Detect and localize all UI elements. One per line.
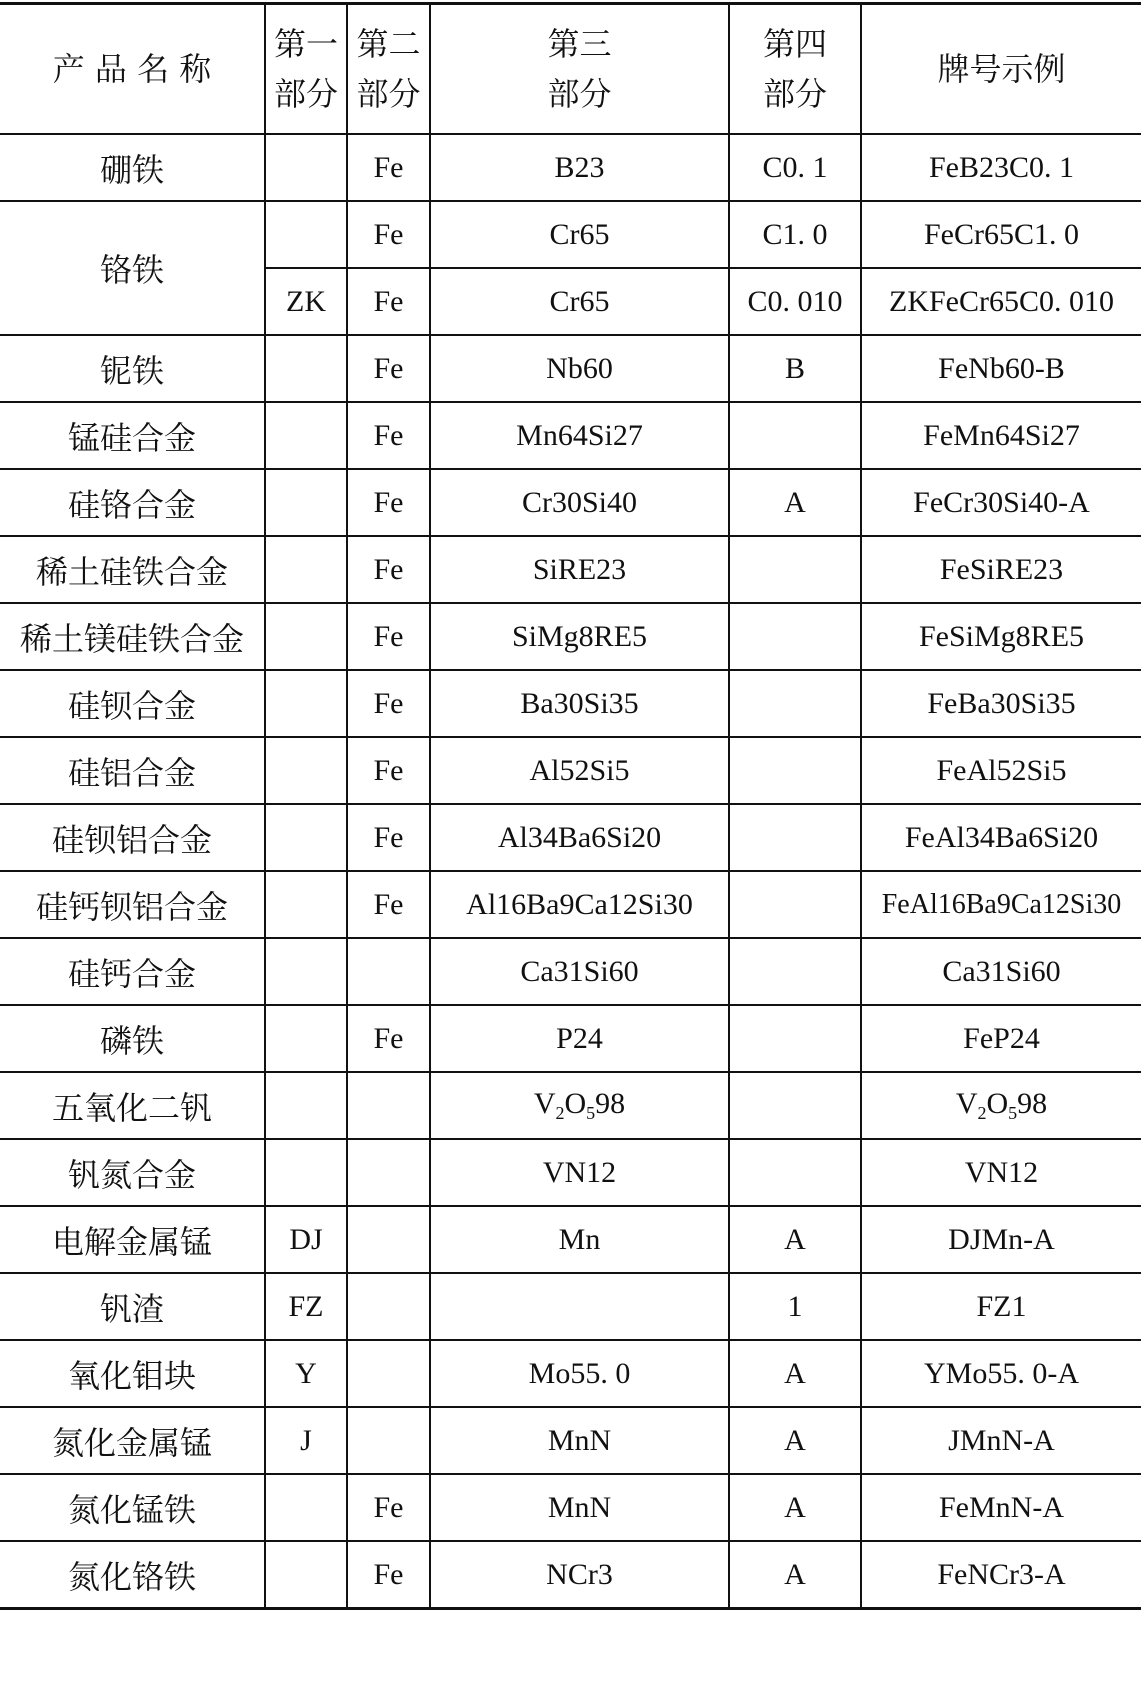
part-2: Fe xyxy=(347,1541,430,1609)
part-4: C1. 0 xyxy=(729,201,861,268)
grade-example: YMo55. 0-A xyxy=(861,1340,1141,1407)
grade-example: FeP24 xyxy=(861,1005,1141,1072)
part-2: Fe xyxy=(347,268,430,335)
part-1: ZK xyxy=(265,268,347,335)
part-3: B23 xyxy=(430,134,729,201)
product-name: 锰硅合金 xyxy=(0,402,265,469)
product-name: 磷铁 xyxy=(0,1005,265,1072)
part-4: 1 xyxy=(729,1273,861,1340)
part-1 xyxy=(265,469,347,536)
part-4: A xyxy=(729,1206,861,1273)
table-row xyxy=(0,1474,1141,1541)
grade-example: FeAl52Si5 xyxy=(861,737,1141,804)
part-3: SiMg8RE5 xyxy=(430,603,729,670)
product-name: 硅钙合金 xyxy=(0,938,265,1005)
product-name: 硅铬合金 xyxy=(0,469,265,536)
part-2: Fe xyxy=(347,1005,430,1072)
grade-example: FeCr30Si40-A xyxy=(861,469,1141,536)
part-4 xyxy=(729,938,861,1005)
part-1 xyxy=(265,134,347,201)
part-2 xyxy=(347,1139,430,1206)
table-row xyxy=(0,1541,1141,1609)
part-3: Al34Ba6Si20 xyxy=(430,804,729,871)
table-row xyxy=(0,804,1141,871)
table-row xyxy=(0,938,1141,1005)
header-row xyxy=(0,4,1141,135)
grade-example: VN12 xyxy=(861,1139,1141,1206)
part-1: Y xyxy=(265,1340,347,1407)
product-name: 铌铁 xyxy=(0,335,265,402)
product-name: 硅钙钡铝合金 xyxy=(0,871,265,938)
part-3: Mo55. 0 xyxy=(430,1340,729,1407)
product-name: 硅钡合金 xyxy=(0,670,265,737)
part-1 xyxy=(265,670,347,737)
part-3: Ca31Si60 xyxy=(430,938,729,1005)
part-3: Al16Ba9Ca12Si30 xyxy=(430,871,729,938)
part-3: MnN xyxy=(430,1474,729,1541)
grade-example: DJMn-A xyxy=(861,1206,1141,1273)
part-1: J xyxy=(265,1407,347,1474)
part-4 xyxy=(729,1005,861,1072)
product-name: 稀土硅铁合金 xyxy=(0,536,265,603)
part-1 xyxy=(265,1005,347,1072)
part-4 xyxy=(729,402,861,469)
grade-example: FeMnN-A xyxy=(861,1474,1141,1541)
part-1 xyxy=(265,1139,347,1206)
part-1 xyxy=(265,1474,347,1541)
part-2: Fe xyxy=(347,134,430,201)
part-2: Fe xyxy=(347,804,430,871)
part-3: Mn xyxy=(430,1206,729,1273)
table-row xyxy=(0,134,1141,201)
grade-example: $V_2O_598$ xyxy=(861,1072,1141,1139)
grade-example: FeCr65C1. 0 xyxy=(861,201,1141,268)
grade-example: FeMn64Si27 xyxy=(861,402,1141,469)
part-2: Fe xyxy=(347,536,430,603)
part-2 xyxy=(347,1273,430,1340)
product-name: 硅钡铝合金 xyxy=(0,804,265,871)
part-2 xyxy=(347,1340,430,1407)
part-3: Cr65 xyxy=(430,201,729,268)
part-3: Cr65 xyxy=(430,268,729,335)
table-row xyxy=(0,1273,1141,1340)
part-2: Fe xyxy=(347,737,430,804)
grade-example: Ca31Si60 xyxy=(861,938,1141,1005)
part-4: A xyxy=(729,1340,861,1407)
part-2: Fe xyxy=(347,871,430,938)
part-4: A xyxy=(729,1541,861,1609)
part-1: DJ xyxy=(265,1206,347,1273)
part-1 xyxy=(265,536,347,603)
part-1: FZ xyxy=(265,1273,347,1340)
part-3: VN12 xyxy=(430,1139,729,1206)
part-2 xyxy=(347,1072,430,1139)
part-4: A xyxy=(729,1407,861,1474)
part-4 xyxy=(729,536,861,603)
grade-example: FeBa30Si35 xyxy=(861,670,1141,737)
grade-example: FeB23C0. 1 xyxy=(861,134,1141,201)
product-name: 氮化铬铁 xyxy=(0,1541,265,1609)
header-product-name: 产 品 名 称 xyxy=(0,4,265,135)
part-2: Fe xyxy=(347,1474,430,1541)
part-1 xyxy=(265,938,347,1005)
part-4 xyxy=(729,804,861,871)
part-4: A xyxy=(729,469,861,536)
part-3: NCr3 xyxy=(430,1541,729,1609)
grade-example: FeNCr3-A xyxy=(861,1541,1141,1609)
part-4 xyxy=(729,1072,861,1139)
part-1 xyxy=(265,603,347,670)
part-1 xyxy=(265,402,347,469)
table-row xyxy=(0,469,1141,536)
header-part-1: 第一部分 xyxy=(265,4,347,135)
product-name: 电解金属锰 xyxy=(0,1206,265,1273)
product-name: 铬铁 xyxy=(0,201,265,335)
grade-example: FZ1 xyxy=(861,1273,1141,1340)
table-row xyxy=(0,670,1141,737)
part-4 xyxy=(729,737,861,804)
part-2: Fe xyxy=(347,670,430,737)
part-3: Al52Si5 xyxy=(430,737,729,804)
table-row xyxy=(0,603,1141,670)
product-name: 稀土镁硅铁合金 xyxy=(0,603,265,670)
part-2 xyxy=(347,1206,430,1273)
table-row xyxy=(0,1340,1141,1407)
part-3: SiRE23 xyxy=(430,536,729,603)
part-3: Ba30Si35 xyxy=(430,670,729,737)
part-4 xyxy=(729,871,861,938)
table-row xyxy=(0,737,1141,804)
part-1 xyxy=(265,1072,347,1139)
product-name: 氮化锰铁 xyxy=(0,1474,265,1541)
table-row xyxy=(0,1139,1141,1206)
part-4: A xyxy=(729,1474,861,1541)
part-3: Cr30Si40 xyxy=(430,469,729,536)
grade-example: JMnN-A xyxy=(861,1407,1141,1474)
header-part-3: 第三部分 xyxy=(430,4,729,135)
product-name: 硅铝合金 xyxy=(0,737,265,804)
part-1 xyxy=(265,871,347,938)
part-2: Fe xyxy=(347,469,430,536)
part-4 xyxy=(729,603,861,670)
part-3: P24 xyxy=(430,1005,729,1072)
grade-example: FeSiMg8RE5 xyxy=(861,603,1141,670)
grade-example: ZKFeCr65C0. 010 xyxy=(861,268,1141,335)
table-row xyxy=(0,536,1141,603)
table-row xyxy=(0,871,1141,938)
table-row xyxy=(0,201,1141,268)
part-3: MnN xyxy=(430,1407,729,1474)
table-row xyxy=(0,402,1141,469)
part-3 xyxy=(430,1273,729,1340)
part-4: C0. 010 xyxy=(729,268,861,335)
part-4: B xyxy=(729,335,861,402)
table-row xyxy=(0,1005,1141,1072)
ferroalloy-grade-table xyxy=(0,2,1141,1610)
product-name: 氮化金属锰 xyxy=(0,1407,265,1474)
grade-example: FeAl34Ba6Si20 xyxy=(861,804,1141,871)
table-row xyxy=(0,1407,1141,1474)
product-name: 五氧化二钒 xyxy=(0,1072,265,1139)
grade-example: FeAl16Ba9Ca12Si30 xyxy=(861,871,1141,938)
product-name: 硼铁 xyxy=(0,134,265,201)
product-name: 钒氮合金 xyxy=(0,1139,265,1206)
product-name: 氧化钼块 xyxy=(0,1340,265,1407)
table-row xyxy=(0,1072,1141,1139)
product-name: 钒渣 xyxy=(0,1273,265,1340)
header-grade-example: 牌号示例 xyxy=(861,4,1141,135)
part-3: $V_2O_598$ xyxy=(430,1072,729,1139)
part-2: Fe xyxy=(347,201,430,268)
header-part-4: 第四部分 xyxy=(729,4,861,135)
part-1 xyxy=(265,201,347,268)
grade-example: FeNb60-B xyxy=(861,335,1141,402)
part-4 xyxy=(729,1139,861,1206)
part-4 xyxy=(729,670,861,737)
header-part-2: 第二部分 xyxy=(347,4,430,135)
part-1 xyxy=(265,804,347,871)
part-3: Nb60 xyxy=(430,335,729,402)
part-2: Fe xyxy=(347,335,430,402)
part-4: C0. 1 xyxy=(729,134,861,201)
part-2: Fe xyxy=(347,402,430,469)
table-row xyxy=(0,1206,1141,1273)
grade-example: FeSiRE23 xyxy=(861,536,1141,603)
part-2 xyxy=(347,938,430,1005)
part-1 xyxy=(265,1541,347,1609)
table-row xyxy=(0,335,1141,402)
part-2 xyxy=(347,1407,430,1474)
part-2: Fe xyxy=(347,603,430,670)
part-1 xyxy=(265,737,347,804)
part-1 xyxy=(265,335,347,402)
part-3: Mn64Si27 xyxy=(430,402,729,469)
